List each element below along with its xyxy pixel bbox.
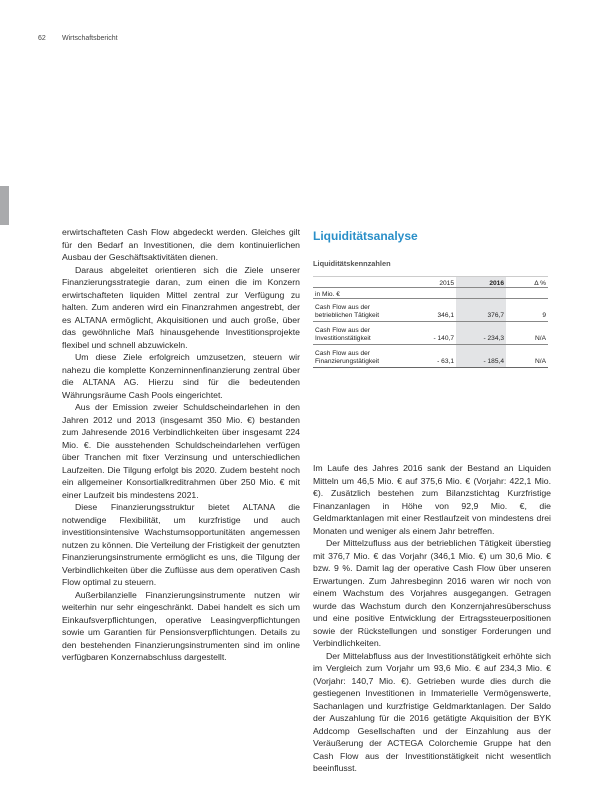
- liquidity-table: [313, 276, 548, 368]
- page-number: 62: [38, 35, 46, 42]
- paragraph: Aus der Emission zweier Schuldscheindarlehen in den Jahren 2012 und 2013 (insgesamt 350 Mio. €) bestanden zum Jahresende 2016 Verbindlichkeiten über insgesamt 224 Mio. €. Die ausstehenden Schuldscheindarlehen verfügen über Tranchen mit fixer Verzinsung und unterschiedlichen Laufzeiten. Die Tilgung erfolgt bis 2020. Zudem besteht noch ein allgemeiner Konsortialkreditrahmen über 250 Mio. € mit einer Laufzeit bis mindestens 2021.: [62, 402, 300, 500]
- table-header-label: [313, 277, 406, 288]
- column-header-delta: Δ %: [506, 277, 548, 288]
- section-title: Wirtschaftsbericht: [62, 35, 118, 42]
- cell-2016: - 234,3: [456, 322, 506, 345]
- cell-delta: N/A: [506, 345, 548, 368]
- table-row: [313, 322, 548, 345]
- section-heading: Liquiditätsanalyse: [313, 229, 418, 243]
- table-title: Liquiditätskennzahlen: [313, 259, 391, 268]
- cell-2015: 346,1: [406, 299, 456, 322]
- chapter-tab-marker: [0, 186, 9, 225]
- row-label: Cash Flow aus der betrieblichen Tätigkeit: [313, 299, 406, 322]
- table-row: [313, 299, 548, 322]
- paragraph: Um diese Ziele erfolgreich umzusetzen, steuern wir nahezu die komplette Konzerninnenfinanzierung zentral über die ALTANA AG. Hierzu sind für die bedeutenden Währungsräume Cash Pools eingerichtet.: [62, 352, 300, 400]
- cell-2015: - 63,1: [406, 345, 456, 368]
- paragraph: Daraus abgeleitet orientieren sich die Ziele unserer Finanzierungsstrategie daran, zum einen die im Konzern erwirtschafteten liquiden Mittel zentral zur Verfügung zu halten. Zum anderen wird ein Finanzrahmen angestrebt, der es ALTANA ermöglicht, Akquisitionen und auch große, über das gewöhnliche Maß hinausgehende Investitionsprojekte flexibel und schnell abzuwickeln.: [62, 264, 300, 350]
- paragraph: Der Mittelabfluss aus der Investitionstätigkeit erhöhte sich im Vergleich zum Vorjahr um 93,6 Mio. € auf 234,3 Mio. € (Vorjahr: 140,7 Mio. €). Getrieben wurde dies durch die gestiegenen Investitionen in Immaterielle Vermögenswerte, Sachanlagen und kurzfristige Geldmarktanlagen. Der Saldo der Auszahlung für die 2016 getätigte Akquisition der BYK Addcomp Gesellschaften und der Einzahlung aus der Veräußerung der ACTEGA Colorchemie Gruppe hat den Cash Flow aus der Investitionstätigkeit nicht wesentlich beeinflusst.: [313, 650, 551, 773]
- paragraph: Außerbilanzielle Finanzierungsinstrumente nutzen wir weiterhin nur sehr eingeschränkt. Dabei handelt es sich um Einkaufsverpflichtungen, operative Leasingverpflichtungen sowie um Garantien für Pensionsverpflichtungen. Details zu den bestehenden Finanzierungsinstrumenten sind im online verfügbaren Konzernabschluss dargestellt.: [62, 589, 300, 662]
- cell-delta: N/A: [506, 322, 548, 345]
- column-header-2015: 2015: [406, 277, 456, 288]
- cell-2016: 376,7: [456, 299, 506, 322]
- left-text-column: [62, 226, 300, 664]
- cell-2015: - 140,7: [406, 322, 456, 345]
- row-label: Cash Flow aus der Investitionstätigkeit: [313, 322, 406, 345]
- paragraph: Der Mittelzufluss aus der betrieblichen Tätigkeit überstieg mit 376,7 Mio. € das Vorjahr (346,1 Mio. €) um 30,6 Mio. € bzw. 9 %. Damit lag der operative Cash Flow über unseren Erwartungen. Zum Jahresbeginn 2016 waren wir noch von einem Wachstum des Vorjahres ausgegangen. Getragen wurde das Wachstum durch den Konzernjahresüberschuss und eine positive Entwicklung der Ertragssteuerpositionen sowie der Rückstellungen und sonstiger Forderungen und Verbindlichkeiten.: [313, 538, 551, 648]
- row-label: Cash Flow aus der Finanzierungstätigkeit: [313, 345, 406, 368]
- cell-2016: - 185,4: [456, 345, 506, 368]
- liquidity-heading-block: [313, 229, 548, 268]
- cell-delta: 9: [506, 299, 548, 322]
- paragraph: Im Laufe des Jahres 2016 sank der Bestand an Liquiden Mitteln um 46,5 Mio. € auf 375,6 Mio. € (Vorjahr: 422,1 Mio. €). Zusätzlich bestehen zum Bilanzstichtag Kurzfristige Finanzanlagen in Höhe von 92,9 Mio. €, die Geldmarktanlagen mit einer Restlaufzeit von mindestens drei Monaten und weniger als einem Jahr betreffen.: [313, 463, 551, 536]
- unit-label: in Mio. €: [313, 288, 406, 299]
- right-text-column: [313, 462, 551, 775]
- column-header-2016: 2016: [456, 277, 506, 288]
- paragraph: Diese Finanzierungsstruktur bietet ALTANA die notwendige Flexibilität, um kurzfristige und auch investitionsintensive Wachstumsopportunitäten angemessen nutzen zu können. Die Verteilung der Fristigkeit der genutzten Finanzierungsinstrumente ermöglicht es uns, die Tilgung der Verbindlichkeiten über die Zuflüsse aus dem operativen Cash Flow optimal zu steuern.: [62, 502, 300, 587]
- paragraph: erwirtschafteten Cash Flow abgedeckt werden. Gleiches gilt für den Bedarf an Investitionen, die dem kontinuierlichen Ausbau der Geschäftsaktivitäten dienen.: [62, 227, 300, 262]
- table-row: [313, 345, 548, 368]
